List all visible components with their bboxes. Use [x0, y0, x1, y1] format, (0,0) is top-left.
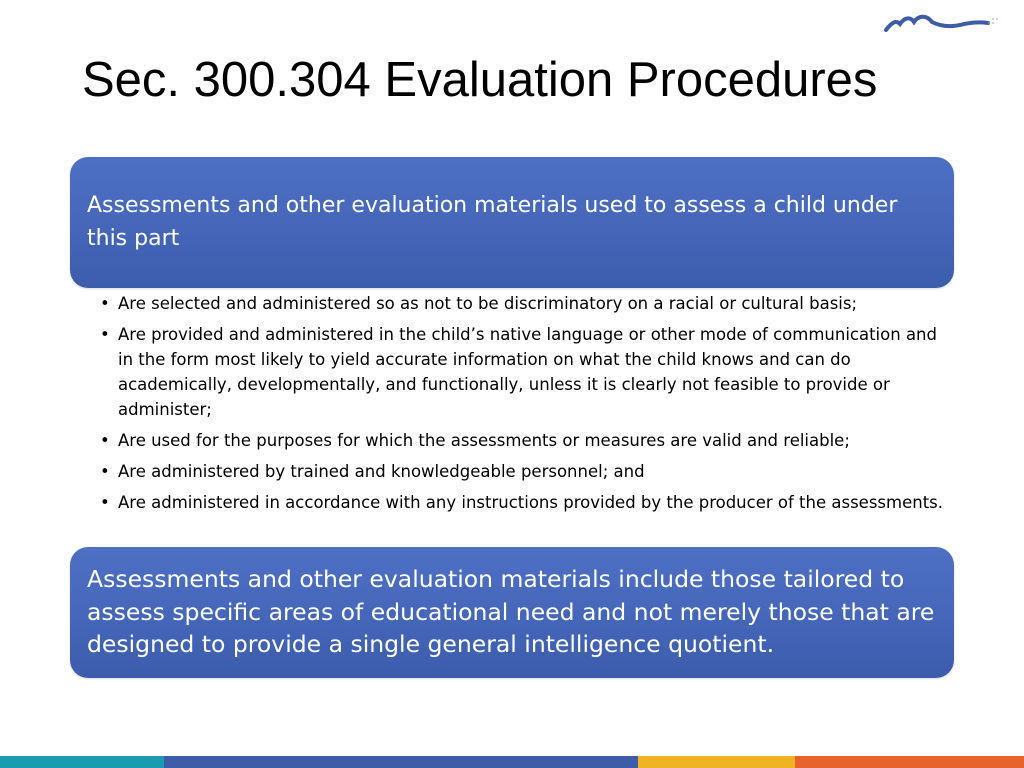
footer-segment-orange [795, 756, 1024, 768]
evaluation-materials-box [70, 157, 954, 288]
tailored-assessments-text: Assessments and other evaluation materials include those tailored to assess specific areas of educational need and not merely those that are designed to provide a single general intelligence quotient. [87, 565, 935, 658]
page-title: Sec. 300.304 Evaluation Procedures [82, 53, 878, 107]
footer-segment-teal [0, 756, 164, 768]
evaluation-materials-text: Assessments and other evaluation materials used to assess a child under this part [87, 193, 898, 251]
list-item: • Are provided and administered in the child’s native language or other mode of communication and in the form most likely to yield accurate information on what the child knows and can do academically, developmentally, and functionally, unless it is clearly not feasible to provide or administer; [100, 322, 950, 422]
list-item: • Are administered by trained and knowledgeable personnel; and [100, 459, 950, 484]
list-item: • Are administered in accordance with any instructions provided by the producer of the assessments. [100, 490, 950, 515]
requirements-list [100, 291, 950, 521]
footer-segment-blue [164, 756, 638, 768]
mountain-logo-icon [884, 10, 1000, 36]
footer-color-bar [0, 756, 1024, 768]
tailored-assessments-box [70, 547, 954, 678]
list-item: • Are used for the purposes for which the assessments or measures are valid and reliable; [100, 428, 950, 453]
footer-segment-yellow [638, 756, 795, 768]
list-item: • Are selected and administered so as not to be discriminatory on a racial or cultural basis; [100, 291, 950, 316]
